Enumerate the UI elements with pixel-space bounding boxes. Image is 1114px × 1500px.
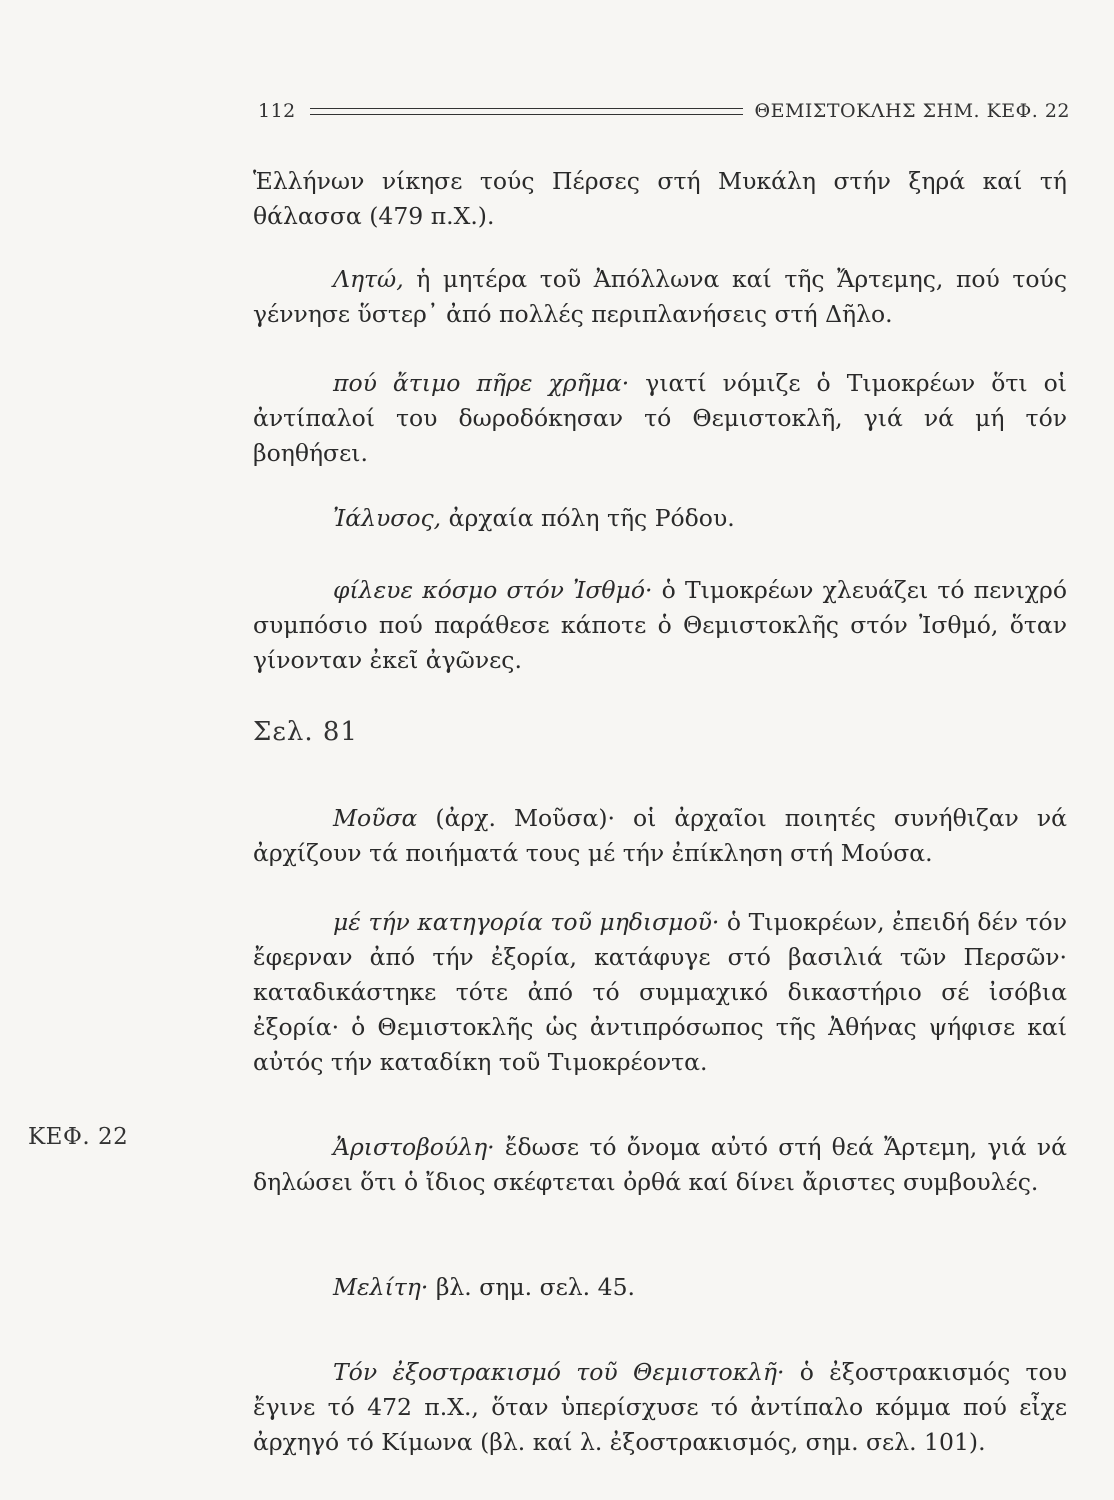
note-term: Ἀριστοβούλη· (333, 1133, 495, 1161)
note-text: ἡ μητέρα τοῦ Ἀπόλλωνα καί τῆς Ἄρτεμης, πού τούς γέννησε ὕστερ᾽ ἀπό πολλές περιπλανήσεις στή Δῆλο. (253, 265, 1067, 328)
section-heading: Σελ. 81 (253, 717, 358, 747)
note-text: ὁ ἐξοστρακισμός του ἔγινε τό 472 π.Χ., ὅταν ὑπερίσχυσε τό ἀντίπαλο κόμμα πού εἶχε ἀρχηγό τό Κίμωνα (βλ. καί λ. ἐξοστρακισμός, σημ. σελ. 101). (253, 1358, 1067, 1456)
note-term: Λητώ, (333, 265, 404, 293)
note-text: (ἀρχ. Μοῦσα)· οἱ ἀρχαῖοι ποιητές συνήθιζαν νά ἀρχίζουν τά ποιήματά τους μέ τήν ἐπίκληση στή Μούσα. (253, 804, 1067, 867)
note-term: Τόν ἐξοστρακισμό τοῦ Θεμιστοκλῆ· (333, 1358, 785, 1386)
note-entry (253, 262, 1067, 332)
note-entry (253, 1355, 1067, 1460)
note-entry (253, 1130, 1067, 1200)
margin-chapter-label: ΚΕΦ. 22 (28, 1124, 129, 1150)
note-entry (253, 366, 1067, 471)
note-entry (253, 905, 1067, 1080)
note-text: βλ. σημ. σελ. 45. (428, 1273, 635, 1301)
running-header (258, 96, 1070, 126)
note-text: ἀρχαία πόλη τῆς Ρόδου. (441, 504, 735, 532)
note-term: Ἰάλυσος, (333, 504, 442, 532)
note-term: φίλευε κόσμο στόν Ἰσθμό· (333, 576, 653, 604)
note-term: μέ τήν κατηγορία τοῦ μηδισμοῦ· (333, 908, 720, 936)
note-entry (253, 164, 1067, 234)
header-rule (310, 108, 743, 115)
note-term: πού ἄτιμο πῆρε χρῆμα· (333, 369, 630, 397)
running-title: ΘΕΜΙΣΤΟΚΛΗΣ ΣΗΜ. ΚΕΦ. 22 (754, 100, 1070, 122)
note-text: γιατί νόμιζε ὁ Τιμοκρέων ὅτι οἱ ἀντίπαλοί του δωροδόκησαν τό Θεμιστοκλῆ, γιά νά μή τόν βοηθήσει. (253, 369, 1067, 467)
note-text: ἔδωσε τό ὄνομα αὐτό στή θεά Ἄρτεμη, γιά νά δηλώσει ὅτι ὁ ἴδιος σκέφτεται ὀρθά καί δίνει ἄριστες συμβουλές. (253, 1133, 1067, 1196)
page-number: 112 (258, 100, 296, 122)
note-entry (253, 501, 1067, 536)
note-entry (253, 573, 1067, 678)
note-entry (253, 801, 1067, 871)
note-text: Ἑλλήνων νίκησε τούς Πέρσες στή Μυκάλη στήν ξηρά καί τή θάλασσα (479 π.Χ.). (253, 167, 1067, 230)
note-text: ὁ Τιμοκρέων, ἐπειδή δέν τόν ἔφερναν ἀπό τήν ἐξορία, κατάφυγε στό βασιλιά τῶν Περσῶν· καταδικάστηκε τότε ἀπό τό συμμαχικό δικαστήριο σέ ἰσόβια ἐξορία· ὁ Θεμιστοκλῆς ὡς ἀντιπρόσωπος τῆς Ἀθήνας ψήφισε καί αὐτός τήν καταδίκη τοῦ Τιμοκρέοντα. (253, 908, 1067, 1076)
note-entry (253, 1270, 1067, 1305)
note-text: ὁ Τιμοκρέων χλευάζει τό πενιχρό συμπόσιο πού παράθεσε κάποτε ὁ Θεμιστοκλῆς στόν Ἰσθμό, ὅταν γίνονταν ἐκεῖ ἀγῶνες. (253, 576, 1067, 674)
note-term: Μελίτη· (333, 1273, 429, 1301)
note-term: Μοῦσα (333, 804, 418, 832)
